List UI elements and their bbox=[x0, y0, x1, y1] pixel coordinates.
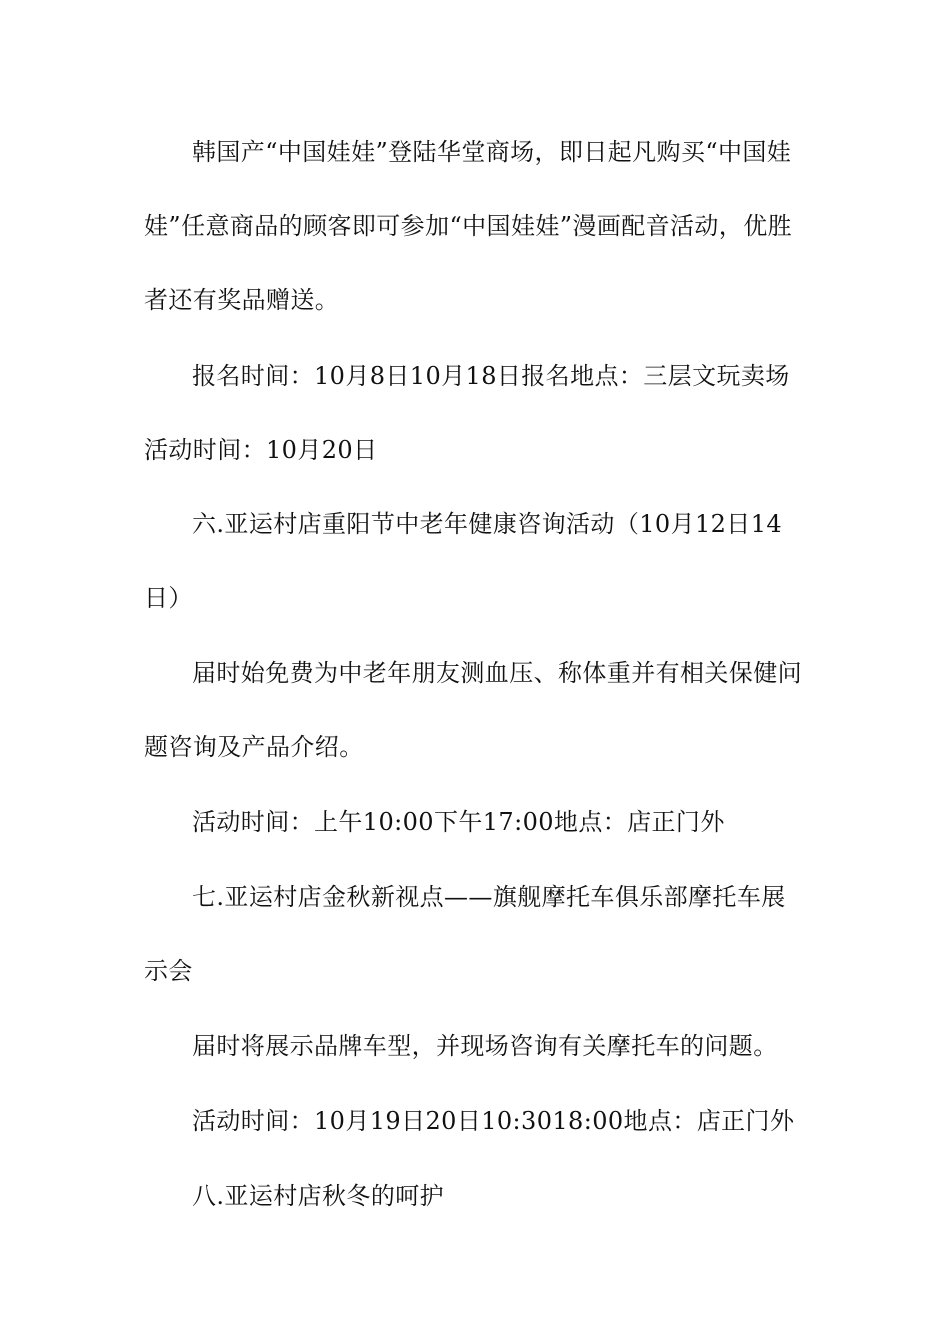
heading-section-seven: 七.亚运村店金秋新视点——旗舰摩托车俱乐部摩托车展示会 bbox=[144, 883, 786, 985]
paragraph-activity-time: 活动时间：10月20日 bbox=[144, 436, 378, 464]
paragraph-registration-info: 报名时间：10月8日10月18日报名地点：三层文玩卖场 bbox=[192, 362, 790, 390]
paragraph-motorcycle-time-location: 活动时间：10月19日20日10:3018:00地点：店正门外 bbox=[192, 1107, 795, 1135]
paragraph-motorcycle-show: 届时将展示品牌车型，并现场咨询有关摩托车的问题。 bbox=[192, 1032, 778, 1060]
paragraph-health-time-location: 活动时间：上午10:00下午17:00地点：店正门外 bbox=[192, 808, 725, 836]
heading-section-eight: 八.亚运村店秋冬的呵护 bbox=[192, 1182, 445, 1210]
paragraph-health-consultation: 届时始免费为中老年朋友测血压、称体重并有相关保健问题咨询及产品介绍。 bbox=[144, 659, 802, 761]
paragraph-doll-promotion: 韩国产“中国娃娃”登陆华堂商场，即日起凡购买“中国娃娃”任意商品的顾客即可参加“中国娃娃”漫画配音活动，优胜者还有奖品赠送。 bbox=[144, 138, 793, 314]
heading-section-six: 六.亚运村店重阳节中老年健康咨询活动（10月12日14日） bbox=[144, 510, 783, 612]
